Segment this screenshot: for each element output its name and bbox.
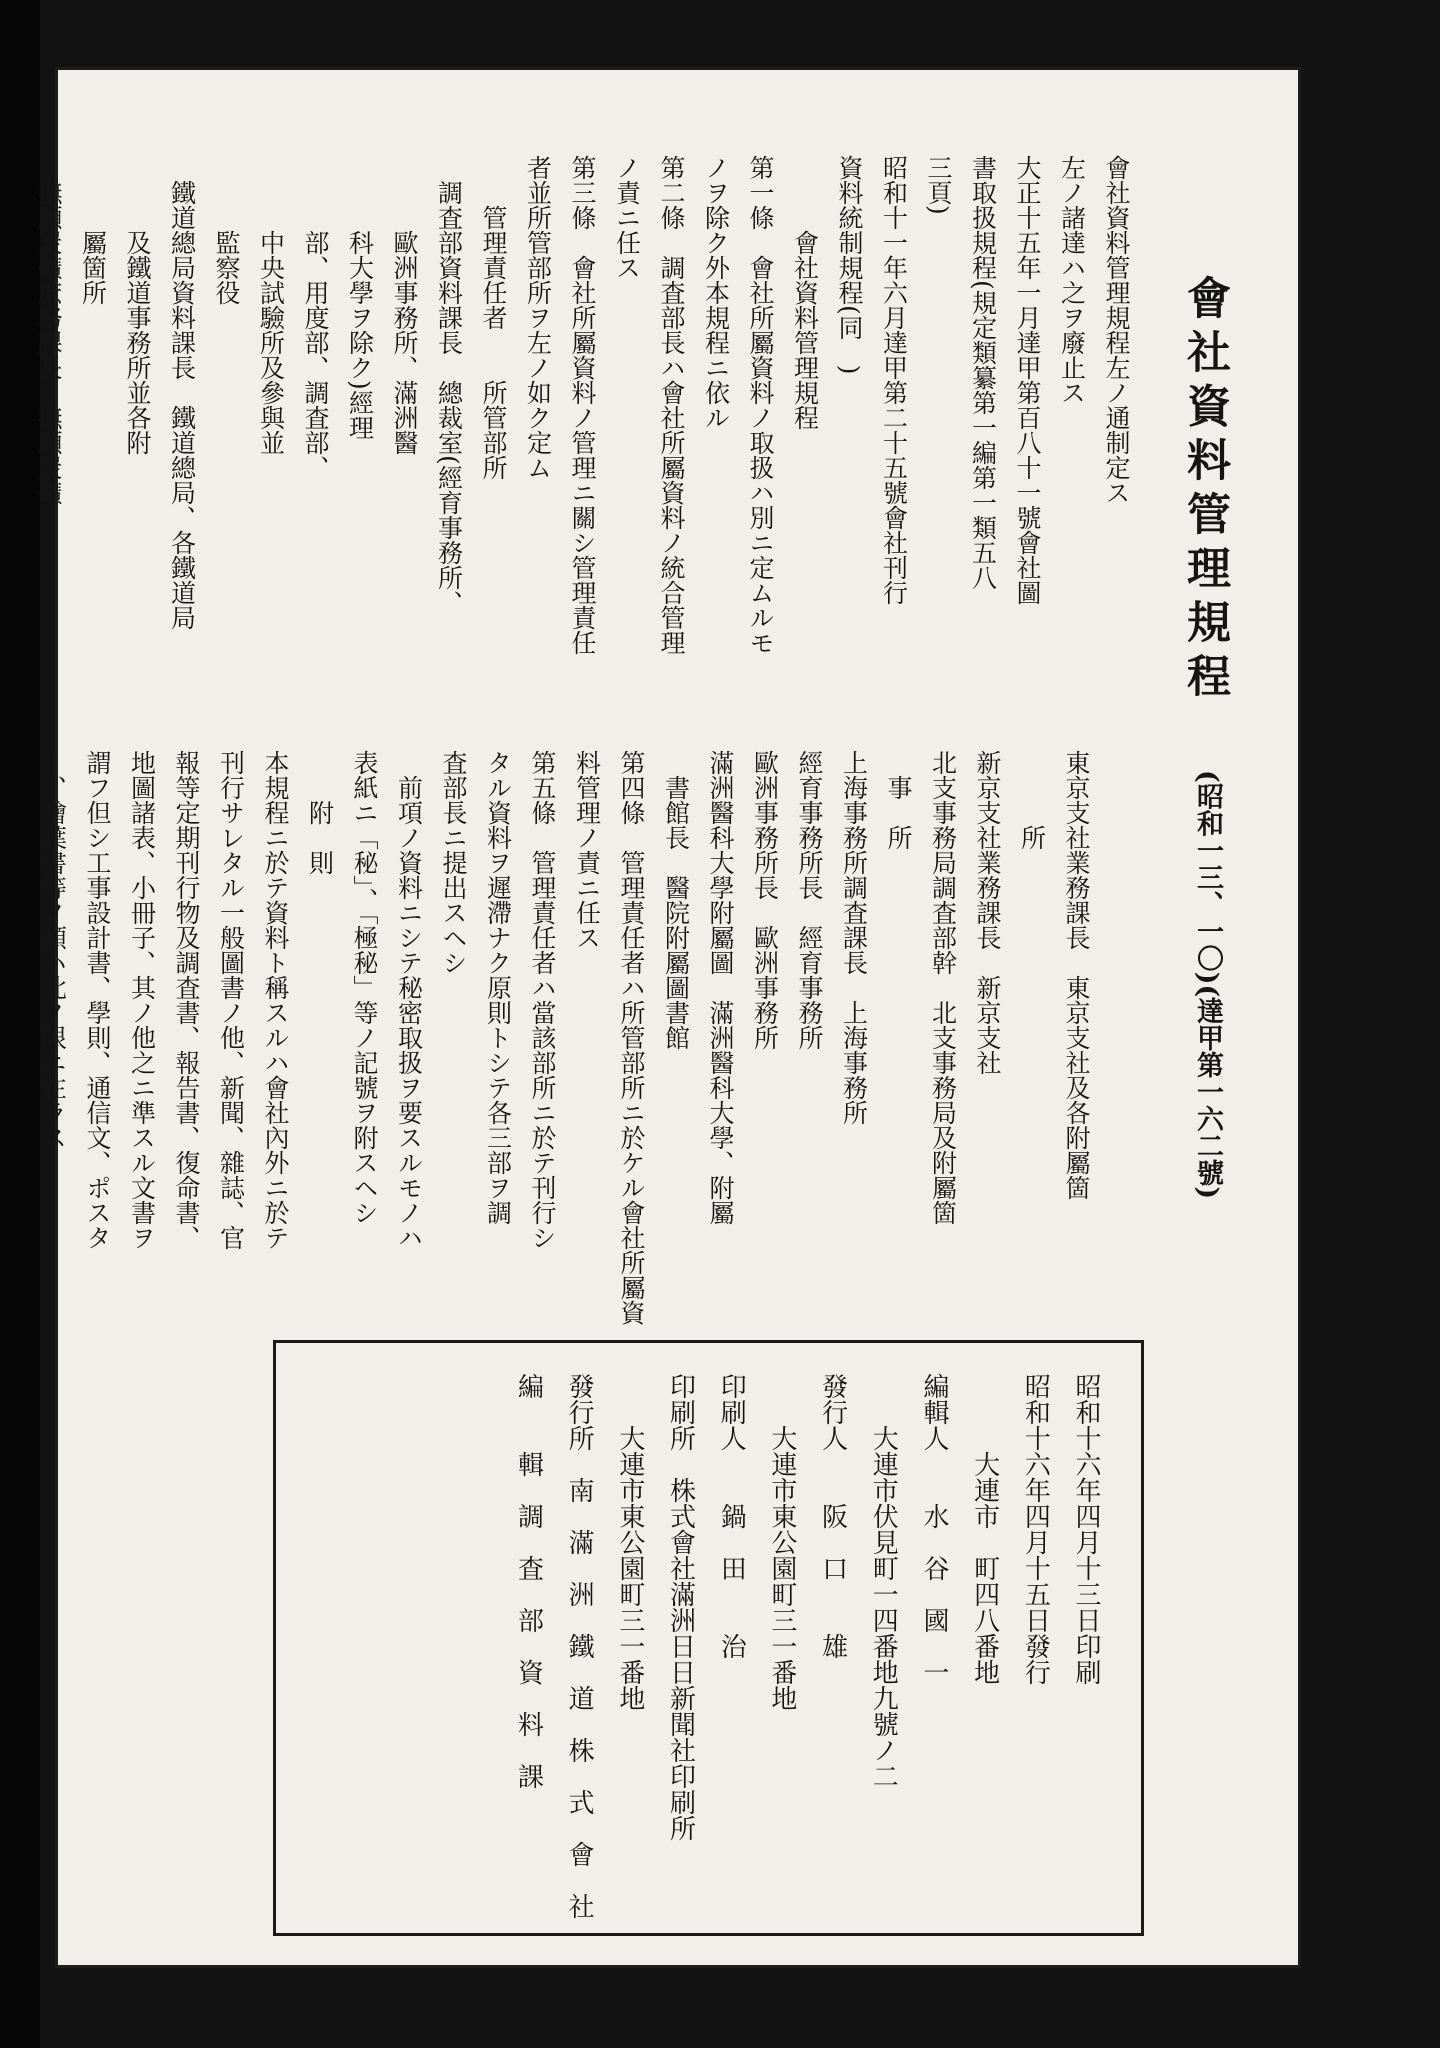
regulation-body	[26, 155, 1139, 785]
table-row: 鐵道總局資料課長 鐵道總局、各鐵道局	[167, 180, 197, 630]
printshop-name: 株式會社滿洲日日新聞社印刷所	[665, 1477, 696, 1841]
text-line: 會社資料管理規程左ノ通制定ス	[1102, 155, 1131, 505]
table-row: 監察役	[212, 230, 241, 305]
table-row: 歐洲事務所、滿洲醫	[390, 230, 419, 455]
printshop-line	[655, 1373, 706, 1913]
table-row: 部、用度部、調査部、	[301, 230, 330, 480]
table-row: 經育事務所長 經育事務所	[795, 750, 824, 1050]
publisher-line	[807, 1373, 858, 1913]
printer-label: 印刷人	[716, 1373, 747, 1451]
article-line: 前項ノ資料ニシテ秘密取扱ヲ要スルモノハ	[394, 775, 424, 1250]
table-row: 東京支社業務課長 東京支社及各附屬箇	[1062, 750, 1091, 1200]
editor-name: 水 谷 國 一	[918, 1503, 949, 1685]
continuation-body	[30, 750, 1098, 1340]
article-line: 第一條 會社所屬資料ノ取扱ハ別ニ定ムルモ	[746, 155, 775, 655]
table-row: 上海事務所調査課長 上海事務所	[839, 750, 869, 1125]
printer-line	[706, 1373, 757, 1913]
article-line: ノヲ除ク外本規程ニ依ル	[701, 155, 731, 430]
table-row: 新京支社業務課長 新京支社	[973, 750, 1002, 1075]
article-line: 報等定期刊行物及調査書、報告書、復命書、	[172, 750, 201, 1250]
text-line: 大正十五年一月達甲第百八十一號會社圖	[1013, 155, 1042, 605]
article-line: 謂フ但シ工事設計書、學則、通信文、ポスタ	[83, 750, 112, 1250]
table-row: 歐洲事務所長 歐洲事務所	[750, 750, 780, 1050]
table-row: 北支事務局調査部幹 北支事務局及附屬箇	[928, 750, 958, 1225]
table-row: 滿洲醫科大學附屬圖 滿洲醫科大學、附屬	[706, 750, 735, 1225]
table-row: 撫順炭礦庶務課長 撫順炭礦	[34, 180, 63, 505]
article-line: 第四條 管理責任者ハ所管部所ニ於ケル會社所屬資	[617, 750, 646, 1325]
article-line: 料管理ノ責ニ任ス	[572, 750, 602, 950]
issuer-name: 南 滿 洲 鐵 道 株 式 會 社	[564, 1477, 595, 1919]
article-line: ー、繪葉書等ノ類ハ此ノ限ニ在ラス	[38, 750, 68, 1150]
article-line: タル資料ヲ遲滯ナク原則トシテ各三部ヲ調	[483, 750, 513, 1225]
article-line: 査部長ニ提出スヘシ	[439, 750, 468, 975]
printshop-address: 大連市東公園町三一番地	[614, 1425, 645, 1711]
printshop-label: 印刷所	[665, 1373, 696, 1451]
editor-line	[908, 1373, 959, 1913]
editing-line	[503, 1373, 554, 1913]
text-line: 資料統制規程(同 )	[835, 155, 864, 375]
editor-label: 編輯人	[918, 1373, 949, 1451]
issuer-line	[553, 1373, 604, 1919]
text-line: 昭和十一年六月達甲第二十五號會社刊行	[879, 155, 909, 605]
table-row: 屬箇所	[78, 230, 108, 305]
editing-name: 調 査 部 資 料 課	[513, 1503, 544, 1789]
article-line: 刊行サレタル一般圖書ノ他、新聞、雜誌、官	[216, 750, 246, 1250]
editing-label: 編 輯	[513, 1373, 544, 1477]
table-header: 管理責任者 所管部所	[479, 205, 508, 480]
publisher-name: 阪 口 雄	[817, 1503, 848, 1659]
text-line: 三頁)	[924, 155, 953, 215]
table-row: 書館長 醫院附屬圖書館	[661, 775, 691, 1050]
printer-name: 鍋 田 治	[716, 1503, 747, 1659]
print-date: 昭和十六年四月十三日印刷	[1071, 1373, 1101, 1685]
article-line: 第五條 管理責任者ハ當該部所ニ於テ刊行シ	[528, 750, 557, 1250]
printer-address: 大連市東公園町三一番地	[766, 1425, 797, 1711]
document-page	[34, 70, 1298, 1965]
publisher-label: 發行人	[817, 1373, 848, 1451]
table-row: 所	[1017, 825, 1047, 850]
text-line: 左ノ諸達ハ之ヲ廢止ス	[1057, 155, 1087, 405]
article-line: ノ責ニ任ス	[612, 155, 642, 280]
article-line: 地圖諸表、小冊子、其ノ他之ニ準スル文書ヲ	[127, 750, 157, 1250]
table-row: 調査部資料課長 總裁室(經育事務所、	[434, 180, 464, 615]
issuer-label: 發行所	[564, 1373, 595, 1451]
article-line: 第三條 會社所屬資料ノ管理ニ關シ管理責任	[568, 155, 597, 655]
table-row: 科大學ヲ除ク)經理	[345, 230, 375, 440]
section-heading: 會社資料管理規程	[790, 230, 820, 430]
editor-address: 大連市 町四八番地	[969, 1451, 1000, 1685]
article-line: 表紙ニ「秘」、「極秘」等ノ記號ヲ附スヘシ	[350, 750, 379, 1225]
issue-date: 昭和十六年四月十五日發行	[1020, 1373, 1051, 1685]
table-row: 及鐵道事務所並各附	[123, 230, 152, 455]
colophon-box	[273, 1340, 1144, 1936]
article-line: 本規程ニ於テ資料ト稱スルハ會社內外ニ於テ	[261, 750, 290, 1250]
document-title: 會社資料管理規程	[1179, 275, 1230, 707]
article-line: 第二條 調査部長ハ會社所屬資料ノ統合管理	[657, 155, 686, 655]
supplementary-heading: 附 則	[305, 800, 335, 875]
colophon-text	[503, 1373, 1111, 1919]
text-line: 書取扱規程(規定類纂第一編第一類五八	[968, 155, 998, 590]
table-row: 中央試驗所及參與並	[256, 230, 286, 455]
document-title-note: (昭和一三、一〇)(達甲第一六二號)	[1192, 770, 1223, 1200]
table-row: 事 所	[884, 775, 913, 850]
article-line: 者並所管部所ヲ左ノ如ク定ム	[523, 155, 553, 480]
publisher-address: 大連市伏見町一四番地九號ノ二	[868, 1425, 899, 1789]
